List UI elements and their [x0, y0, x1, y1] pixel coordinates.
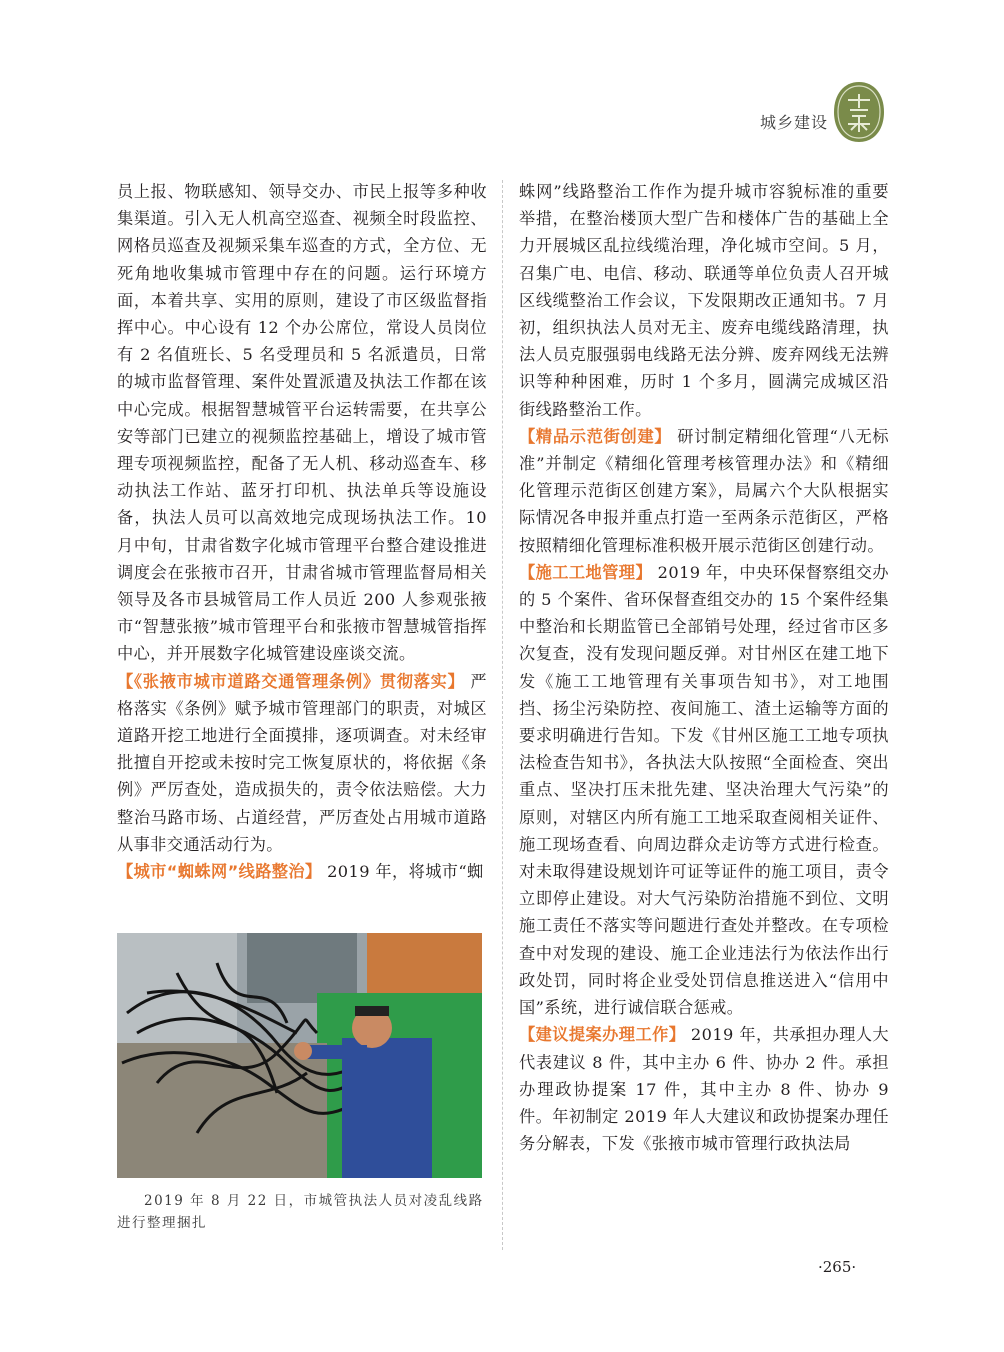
photo-illustration — [117, 933, 482, 1178]
right-column — [519, 178, 889, 1157]
section-paragraph — [519, 1021, 889, 1157]
photo-caption: 2019 年 8 月 22 日，市城管执法人员对凌乱线路进行整理捆扎 — [117, 1193, 484, 1231]
body-paragraph: 蛛网”线路整治工作作为提升城市容貌标准的重要举措，在整治楼顶大型广告和楼体广告的基础上全力开展城区乱拉线缆治理，净化城市空间。5 月，召集广电、电信、移动、联通等单位负责人召开城区线缆整治工作会议，下发限期改正通知书。7 月初，组织执法人员对无主、废弃电缆线路清理，执法人员克服强弱电线路无法分辨、废弃网线无法辨识等种种困难，历时 1 个多月，圆满完成城区沿街线路整治工作。 — [519, 182, 889, 419]
section-paragraph — [117, 668, 487, 858]
column-divider — [502, 180, 503, 1250]
section-paragraph — [519, 423, 889, 559]
section-heading: 【精品示范街创建】 — [519, 426, 672, 446]
left-column — [117, 178, 487, 885]
page-number: ·265· — [818, 1258, 857, 1276]
section-body: 2019 年，将城市“蜘 — [321, 862, 484, 882]
section-body: 严格落实《条例》赋予城市管理部门的职责，对城区道路开挖工地进行全面摸排，逐项调查。对未经审批擅自开挖或未按时完工恢复原状的，将依据《条例》严厉查处，造成损失的，责令依法赔偿。大力整治马路市场、占道经营，严厉查处占用城市道路从事非交通活动行为。 — [117, 671, 487, 854]
section-heading: 【城市“蜘蛛网”线路整治】 — [117, 862, 322, 882]
section-body: 2019 年，中央环保督察组交办的 5 个案件、省环保督查组交办的 15 个案件经集中整治和长期监管已全部销号处理，经过省市区多次复查，没有发现问题反弹。对甘州区在建工地下发《施工工地管理有关事项告知书》，对工地围挡、扬尘污染防控、夜间施工、渣土运输等方面的要求明确进行告知。下发《甘州区施工工地专项执法检查告知书》，各执法大队按照“全面检查、突出重点、坚决打压未批先建、坚决治理大气污染”的原则，对辖区内所有施工工地采取查阅相关证件、施工现场查看、向周边群众走访等方式进行检查。对未取得建设规划许可证等证件的施工项目，责令立即停止建设。对大气污染防治措施不到位、文明施工责任不落实等问题进行查处并整改。在专项检查中对发现的建设、施工企业违法行为依法作出行政处罚，同时将企业受处罚信息推送进入“信用中国”系统，进行诚信联合惩戒。 — [519, 562, 889, 1018]
section-body: 研讨制定精细化管理“八无标准”并制定《精细化管理考核管理办法》和《精细化管理示范街区创建方案》，局属六个大队根据实际情况各申报并重点打造一至两条示范街区，严格按照精细化管理标准积极开展示范街区创建行动。 — [519, 426, 889, 555]
photo-cable-worker — [117, 933, 482, 1178]
section-heading: 【施工工地管理】 — [519, 562, 653, 582]
seal-emblem-icon — [832, 80, 886, 144]
section-heading: 【《张掖市城市道路交通管理条例》贯彻落实】 — [117, 671, 465, 691]
section-body: 2019 年，共承担办理人大代表建议 8 件，其中主办 6 件、协办 2 件。承担办理政协提案 17 件，其中主办 8 件、协办 9 件。年初制定 2019 年人大建议和政协提案办理任务分解表，下发《张掖市城市管理行政执法局 — [519, 1025, 889, 1154]
body-paragraph: 员上报、物联感知、领导交办、市民上报等多种收集渠道。引入无人机高空巡查、视频全时段监控、网格员巡查及视频采集车巡查的方式，全方位、无死角地收集城市管理中存在的问题。运行环境方面，本着共享、实用的原则，建设了市区级监督指挥中心。中心设有 12 个办公席位，常设人员岗位有 2 名值班长、5 名受理员和 5 名派遣员，日常的城市监督管理、案件处置派遣及执法工作都在该中心完成。根据智慧城管平台运转需要，在共享公安等部门已建立的视频监控基础上，增设了城市管理专项视频监控，配备了无人机、移动巡查车、移动执法工作站、蓝牙打印机、执法单兵等设施设备，执法人员可以高效地完成现场执法工作。10 月中旬，甘肃省数字化城市管理平台整合建设推进调度会在张掖市召开，甘肃省城市管理监督局相关领导及各市县城管局工作人员近 200 人参观张掖市“智慧张掖”城市管理平台和张掖市智慧城管指挥中心，并开展数字化城管建设座谈交流。 — [117, 182, 487, 664]
section-heading: 【建议提案办理工作】 — [519, 1025, 686, 1045]
section-paragraph — [519, 559, 889, 1021]
section-paragraph — [117, 858, 487, 885]
section-label: 城乡建设 — [759, 113, 828, 132]
